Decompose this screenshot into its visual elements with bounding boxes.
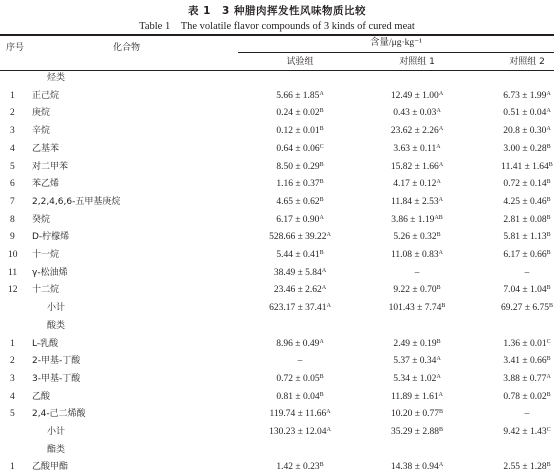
value-text: – bbox=[297, 356, 303, 367]
top-rule bbox=[0, 34, 554, 36]
significance-letter: A bbox=[438, 161, 444, 168]
value-cell bbox=[462, 125, 554, 137]
value-cell bbox=[462, 231, 554, 243]
value-text: 5.81 ± 1.13 bbox=[503, 232, 547, 243]
compound-name: 苯乙烯 bbox=[32, 179, 60, 190]
row-number: 5 bbox=[10, 161, 15, 172]
compound-name: 正己烷 bbox=[32, 90, 60, 101]
significance-letter: AB bbox=[434, 214, 443, 221]
significance-letter: A bbox=[546, 108, 551, 115]
category-row bbox=[0, 444, 554, 456]
row-number: 3 bbox=[10, 126, 15, 137]
value-text: 5.34 ± 1.02 bbox=[393, 373, 437, 384]
compound-name: 2,2,4,6,6-五甲基庚烷 bbox=[32, 196, 121, 207]
value-cell bbox=[462, 391, 554, 403]
value-cell bbox=[462, 302, 554, 314]
value-text: 11.08 ± 0.83 bbox=[391, 250, 439, 260]
row-number: 4 bbox=[10, 391, 15, 402]
row-number: 10 bbox=[8, 250, 18, 260]
value-cell bbox=[462, 107, 554, 119]
value-cell bbox=[235, 284, 365, 296]
table-row bbox=[0, 391, 554, 403]
value-cell bbox=[235, 178, 365, 190]
table-row bbox=[0, 249, 554, 261]
value-text: 0.72 ± 0.14 bbox=[503, 179, 547, 190]
value-text: 6.73 ± 1.99 bbox=[503, 90, 547, 101]
significance-letter: A bbox=[326, 427, 331, 433]
row-number: 7 bbox=[10, 196, 15, 207]
value-text: 0.64 ± 0.06 bbox=[276, 143, 320, 154]
table-row bbox=[0, 125, 554, 137]
significance-letter: B bbox=[319, 250, 324, 256]
significance-letter: B bbox=[546, 232, 551, 239]
row-number: 12 bbox=[8, 285, 18, 296]
significance-letter: A bbox=[438, 250, 443, 256]
category-label: 酸类 bbox=[47, 320, 66, 331]
value-text: 0.24 ± 0.02 bbox=[276, 108, 320, 119]
value-cell bbox=[235, 302, 365, 314]
value-text: 5.44 ± 0.41 bbox=[276, 250, 320, 260]
value-text: 23.46 ± 2.62 bbox=[273, 285, 322, 296]
value-text: 101.43 ± 7.74 bbox=[388, 303, 442, 314]
value-text: 14.38 ± 0.94 bbox=[390, 462, 439, 473]
value-text: 119.74 ± 11.66 bbox=[269, 409, 327, 420]
value-text: 0.12 ± 0.01 bbox=[276, 126, 320, 137]
row-number: 1 bbox=[10, 90, 15, 101]
significance-letter: B bbox=[436, 285, 441, 292]
header-group-control-1: 对照组 1 bbox=[399, 57, 435, 67]
value-text: – bbox=[414, 267, 420, 278]
row-number: 6 bbox=[10, 179, 15, 190]
row-number: 1 bbox=[10, 462, 15, 473]
compound-name: 庚烷 bbox=[32, 108, 51, 119]
value-text: 2.81 ± 0.08 bbox=[503, 214, 547, 225]
significance-letter: B bbox=[438, 409, 443, 416]
value-text: – bbox=[524, 267, 530, 278]
value-text: 7.04 ± 1.04 bbox=[503, 285, 547, 296]
significance-letter: A bbox=[436, 179, 441, 186]
significance-letter: A bbox=[438, 90, 444, 97]
value-text: 1.16 ± 0.37 bbox=[276, 179, 320, 190]
significance-letter: B bbox=[546, 143, 551, 150]
value-cell bbox=[462, 143, 554, 155]
compound-name: 乙基苯 bbox=[32, 143, 60, 154]
compound-name: 辛烷 bbox=[32, 126, 51, 137]
significance-letter: B bbox=[548, 303, 553, 310]
value-cell bbox=[235, 426, 365, 438]
compound-name: 乙酸 bbox=[32, 391, 51, 402]
significance-letter: B bbox=[319, 196, 324, 203]
compound-name: 小计 bbox=[47, 303, 66, 314]
significance-letter: B bbox=[436, 338, 441, 345]
significance-letter: A bbox=[321, 267, 327, 274]
significance-letter: A bbox=[321, 285, 327, 292]
significance-letter: B bbox=[441, 303, 446, 310]
table-row bbox=[0, 373, 554, 385]
value-cell bbox=[235, 90, 365, 102]
value-cell bbox=[462, 355, 554, 367]
compound-name: 乙酸甲酯 bbox=[32, 462, 69, 473]
subtotal-row bbox=[0, 426, 554, 438]
value-cell bbox=[235, 143, 365, 155]
significance-letter: C bbox=[546, 427, 551, 433]
header-group-test: 试验组 bbox=[286, 57, 314, 67]
significance-letter: A bbox=[438, 126, 444, 133]
table-row bbox=[0, 267, 554, 279]
value-text: 528.66 ± 39.22 bbox=[269, 232, 327, 243]
significance-letter: A bbox=[438, 196, 443, 203]
value-text: 623.17 ± 37.41 bbox=[269, 303, 327, 314]
value-cell bbox=[235, 267, 365, 279]
value-text: 4.65 ± 0.62 bbox=[276, 196, 320, 207]
value-cell bbox=[235, 249, 365, 261]
header-group-control-2: 对照组 2 bbox=[509, 57, 545, 67]
value-text: 11.84 ± 2.53 bbox=[391, 196, 439, 207]
value-text: 5.66 ± 1.85 bbox=[276, 90, 320, 101]
significance-letter: A bbox=[326, 409, 331, 416]
value-cell bbox=[235, 373, 365, 385]
value-text: 11.89 ± 1.61 bbox=[391, 391, 439, 402]
row-number: 3 bbox=[10, 373, 15, 384]
significance-letter: C bbox=[546, 338, 551, 345]
value-text: 2.49 ± 0.19 bbox=[393, 338, 437, 349]
significance-letter: B bbox=[546, 196, 551, 203]
compound-name: 癸烷 bbox=[32, 214, 51, 225]
significance-letter: A bbox=[438, 462, 444, 469]
significance-letter: B bbox=[319, 126, 324, 133]
table-row bbox=[0, 196, 554, 208]
significance-letter: A bbox=[546, 90, 551, 97]
row-number: 2 bbox=[10, 108, 15, 119]
significance-letter: B bbox=[548, 161, 553, 168]
value-cell bbox=[462, 161, 554, 173]
header-rule bbox=[0, 70, 554, 71]
value-cell bbox=[462, 284, 554, 296]
category-label: 烃类 bbox=[47, 73, 66, 83]
value-text: 8.96 ± 0.49 bbox=[276, 338, 320, 349]
significance-letter: B bbox=[546, 250, 551, 256]
row-number: 11 bbox=[8, 267, 18, 278]
category-row bbox=[0, 72, 554, 84]
category-row bbox=[0, 320, 554, 332]
significance-letter: A bbox=[319, 90, 324, 97]
value-cell bbox=[235, 161, 365, 173]
table-row bbox=[0, 461, 554, 473]
value-text: 1.36 ± 0.01 bbox=[503, 338, 547, 349]
table-row bbox=[0, 143, 554, 155]
significance-letter: A bbox=[438, 391, 443, 398]
significance-letter: A bbox=[326, 232, 331, 239]
value-text: 10.20 ± 0.77 bbox=[391, 409, 439, 420]
value-cell bbox=[235, 125, 365, 137]
row-number: 9 bbox=[10, 232, 15, 243]
significance-letter: A bbox=[326, 303, 331, 310]
significance-letter: B bbox=[319, 373, 324, 380]
table-row bbox=[0, 107, 554, 119]
value-text: 23.62 ± 2.26 bbox=[390, 126, 439, 137]
significance-letter: A bbox=[319, 214, 324, 221]
value-text: 0.51 ± 0.04 bbox=[503, 108, 547, 119]
significance-letter: A bbox=[546, 373, 551, 380]
value-cell bbox=[235, 338, 365, 350]
significance-letter: B bbox=[546, 179, 551, 186]
header-compound: 化合物 bbox=[113, 43, 141, 53]
value-cell bbox=[235, 461, 365, 473]
significance-letter: B bbox=[546, 462, 551, 469]
value-text: 38.49 ± 5.84 bbox=[273, 267, 322, 278]
value-text: 12.49 ± 1.00 bbox=[390, 90, 439, 101]
table-row bbox=[0, 161, 554, 173]
row-number: 1 bbox=[10, 338, 15, 349]
value-text: 69.27 ± 6.75 bbox=[501, 303, 549, 314]
significance-letter: B bbox=[319, 179, 324, 186]
table-row bbox=[0, 408, 554, 420]
significance-letter: B bbox=[438, 427, 443, 433]
row-number: 5 bbox=[10, 409, 15, 420]
significance-letter: B bbox=[319, 161, 324, 168]
row-number: 2 bbox=[10, 356, 15, 367]
value-text: 3.88 ± 0.77 bbox=[503, 373, 547, 384]
row-number: 8 bbox=[10, 214, 15, 225]
value-cell bbox=[235, 107, 365, 119]
table-row bbox=[0, 90, 554, 102]
subtotal-row bbox=[0, 302, 554, 314]
value-cell bbox=[462, 267, 554, 279]
significance-letter: B bbox=[546, 214, 551, 221]
compound-name: γ-松油烯 bbox=[32, 267, 68, 278]
value-cell bbox=[235, 408, 365, 420]
significance-letter: A bbox=[436, 143, 441, 150]
value-text: 5.37 ± 0.34 bbox=[393, 356, 437, 367]
value-text: 4.17 ± 0.12 bbox=[393, 179, 437, 190]
table-row bbox=[0, 284, 554, 296]
value-text: 9.22 ± 0.70 bbox=[393, 285, 437, 296]
significance-letter: B bbox=[319, 462, 324, 469]
compound-name: 3-甲基-丁酸 bbox=[32, 373, 81, 384]
value-cell bbox=[462, 338, 554, 350]
significance-letter: A bbox=[546, 126, 551, 133]
significance-letter: B bbox=[546, 391, 551, 398]
significance-letter: C bbox=[319, 143, 324, 150]
significance-letter: A bbox=[436, 356, 441, 363]
significance-letter: A bbox=[319, 338, 324, 345]
table-row bbox=[0, 178, 554, 190]
value-cell bbox=[462, 408, 554, 420]
value-text: 35.29 ± 2.88 bbox=[391, 427, 439, 437]
value-cell bbox=[462, 90, 554, 102]
value-cell bbox=[235, 355, 365, 367]
value-text: – bbox=[524, 409, 530, 420]
value-text: 0.72 ± 0.05 bbox=[276, 373, 320, 384]
compound-name: 十二烷 bbox=[32, 285, 60, 296]
value-text: 2.55 ± 1.28 bbox=[503, 462, 547, 473]
value-cell bbox=[462, 461, 554, 473]
value-text: 1.42 ± 0.23 bbox=[276, 462, 320, 473]
value-cell bbox=[235, 231, 365, 243]
value-cell bbox=[235, 196, 365, 208]
value-text: 3.41 ± 0.66 bbox=[503, 356, 547, 367]
significance-letter: B bbox=[436, 232, 441, 239]
significance-letter: A bbox=[436, 108, 441, 115]
significance-letter: B bbox=[546, 285, 551, 292]
value-text: 9.42 ± 1.43 bbox=[503, 427, 547, 437]
significance-letter: B bbox=[546, 356, 551, 363]
table-row bbox=[0, 338, 554, 350]
value-text: 4.25 ± 0.46 bbox=[503, 196, 547, 207]
compound-name: 2,4-己二烯酸 bbox=[32, 409, 86, 420]
row-number: 4 bbox=[10, 143, 15, 154]
value-text: 20.8 ± 0.30 bbox=[503, 126, 547, 137]
value-cell bbox=[462, 426, 554, 438]
table-row bbox=[0, 214, 554, 226]
value-text: 6.17 ± 0.90 bbox=[276, 214, 320, 225]
value-cell bbox=[462, 249, 554, 261]
value-text: 3.86 ± 1.19 bbox=[391, 214, 435, 225]
value-cell bbox=[462, 214, 554, 226]
table-caption-en: Table 1 The volatile flavor compounds of 3 kinds of cured meat bbox=[139, 21, 415, 32]
value-text: 11.41 ± 1.64 bbox=[501, 161, 549, 172]
value-cell bbox=[235, 391, 365, 403]
value-text: 15.82 ± 1.66 bbox=[390, 161, 439, 172]
compound-name: 十一烷 bbox=[32, 250, 60, 260]
compound-name: 小计 bbox=[47, 427, 66, 437]
table-row bbox=[0, 231, 554, 243]
table-row bbox=[0, 355, 554, 367]
value-text: 3.00 ± 0.28 bbox=[503, 143, 547, 154]
value-cell bbox=[462, 373, 554, 385]
content-rule bbox=[238, 52, 554, 53]
value-text: 0.43 ± 0.03 bbox=[393, 108, 437, 119]
significance-letter: A bbox=[436, 373, 441, 380]
value-text: 5.26 ± 0.32 bbox=[393, 232, 437, 243]
header-no: 序号 bbox=[6, 43, 25, 53]
value-cell bbox=[462, 196, 554, 208]
compound-name: 对二甲苯 bbox=[32, 161, 69, 172]
significance-letter: B bbox=[319, 391, 324, 398]
category-label: 酯类 bbox=[47, 444, 66, 455]
compound-name: 2-甲基-丁酸 bbox=[32, 356, 81, 367]
value-text: 130.23 ± 12.04 bbox=[269, 427, 327, 437]
value-cell bbox=[462, 178, 554, 190]
value-text: 0.81 ± 0.04 bbox=[276, 391, 320, 402]
value-text: 3.63 ± 0.11 bbox=[393, 143, 437, 154]
value-text: 0.78 ± 0.02 bbox=[503, 391, 547, 402]
compound-name: D-柠檬烯 bbox=[32, 232, 70, 243]
header-content: 含量/μg·kg⁻¹ bbox=[369, 38, 422, 48]
value-cell bbox=[235, 214, 365, 226]
value-text: 8.50 ± 0.29 bbox=[276, 161, 320, 172]
value-text: 6.17 ± 0.66 bbox=[503, 250, 547, 260]
table-caption-zh: 表 1 3 种腊肉挥发性风味物质比较 bbox=[188, 5, 366, 17]
compound-name: L-乳酸 bbox=[32, 338, 59, 349]
significance-letter: B bbox=[319, 108, 324, 115]
